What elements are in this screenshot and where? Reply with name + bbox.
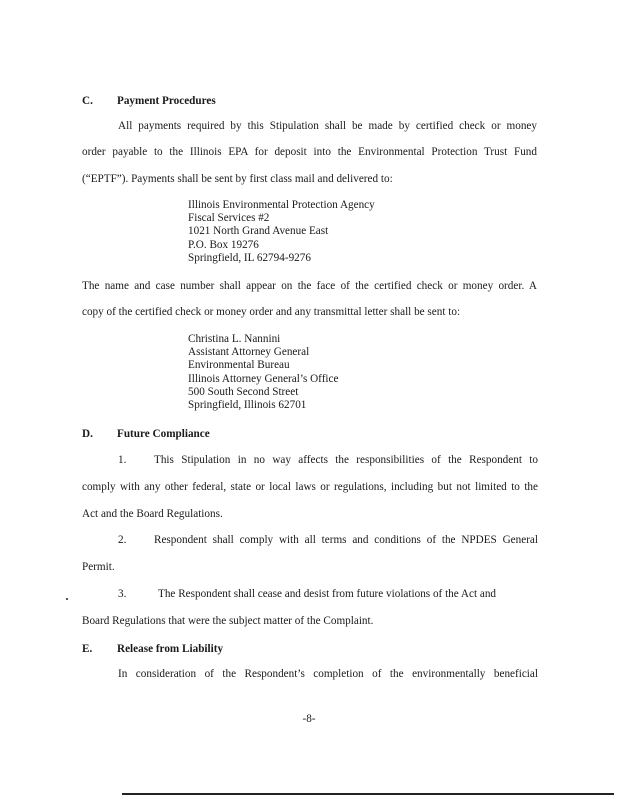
c-paragraph2-line-2: copy of the certified check or money order and any transmittal letter shall be sent to: <box>82 306 461 318</box>
bottom-rule <box>122 793 614 795</box>
d-item-2-line-1: Respondent shall comply with all terms and conditions of the NPDES General <box>154 534 538 546</box>
section-e-letter: E. <box>82 643 93 655</box>
epa-address-line: 1021 North Grand Avenue East <box>188 225 329 238</box>
section-c-letter: C. <box>82 95 93 107</box>
ag-address-line: 500 South Second Street <box>188 385 299 398</box>
d-item-3-number: 3. <box>118 588 127 600</box>
epa-address-line: Fiscal Services #2 <box>188 212 270 225</box>
section-d-heading: Future Compliance <box>117 428 210 440</box>
c-paragraph-line-3: (“EPTF”). Payments shall be sent by first class mail and delivered to: <box>82 173 393 185</box>
c-paragraph-line-1: All payments required by this Stipulation shall be made by certified check or money <box>118 120 537 132</box>
epa-address-line: Illinois Environmental Protection Agency <box>188 199 375 211</box>
d-item-1-line-1: This Stipulation in no way affects the responsibilities of the Respondent to <box>154 454 538 466</box>
d-item-2-line-2: Permit. <box>82 561 115 573</box>
ag-address-block <box>188 333 338 412</box>
d-item-1-line-2: comply with any other federal, state or local laws or regulations, including but not limited to the <box>82 481 538 493</box>
scan-mark <box>66 598 68 600</box>
d-item-1-line-3: Act and the Board Regulations. <box>82 508 223 520</box>
ag-address-line: Springfield, Illinois 62701 <box>188 399 307 412</box>
ag-address-line: Christina L. Nannini <box>188 333 281 345</box>
epa-address-line: P.O. Box 19276 <box>188 238 259 251</box>
c-paragraph2-line-1: The name and case number shall appear on the face of the certified check or money order. A <box>82 280 537 292</box>
epa-address-line: Springfield, IL 62794-9276 <box>188 251 311 264</box>
d-item-1-number: 1. <box>118 454 127 466</box>
c-paragraph-line-2: order payable to the Illinois EPA for deposit into the Environmental Protection Trust Fund <box>82 146 537 158</box>
page-number: -8- <box>302 713 316 725</box>
d-item-2-number: 2. <box>118 534 127 546</box>
d-item-3-line-2: Board Regulations that were the subject matter of the Complaint. <box>82 615 374 627</box>
section-d-letter: D. <box>82 428 93 440</box>
e-paragraph-line-1: In consideration of the Respondent’s completion of the environmentally beneficial <box>118 668 538 680</box>
ag-address-line: Illinois Attorney General’s Office <box>188 372 339 385</box>
d-item-3-line-1: The Respondent shall cease and desist from future violations of the Act and <box>158 588 497 600</box>
section-c-heading: Payment Procedures <box>117 95 216 107</box>
epa-address-block <box>188 199 375 265</box>
ag-address-line: Assistant Attorney General <box>188 346 310 359</box>
ag-address-line: Environmental Bureau <box>188 359 290 372</box>
section-e-heading: Release from Liability <box>117 643 224 655</box>
